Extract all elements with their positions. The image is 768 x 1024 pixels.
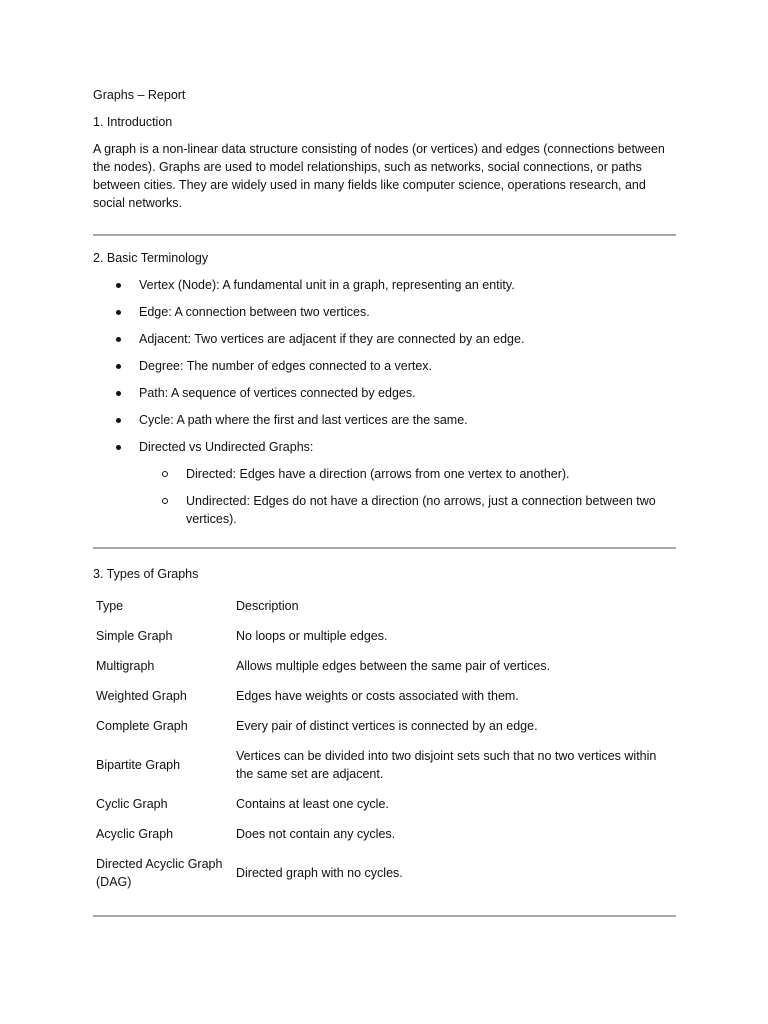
description-cell: No loops or multiple edges. bbox=[236, 629, 388, 643]
list-item: Cycle: A path where the first and last vertices are the same. bbox=[93, 411, 676, 429]
type-cell: Cyclic Graph bbox=[96, 797, 168, 811]
table-header-row bbox=[93, 591, 676, 621]
table-row bbox=[93, 819, 676, 849]
type-cell: Weighted Graph bbox=[96, 689, 187, 703]
table-row bbox=[93, 741, 676, 789]
type-cell: Acyclic Graph bbox=[96, 827, 174, 841]
description-cell: Vertices can be divided into two disjoint sets such that no two vertices within the same set are adjacent. bbox=[236, 749, 657, 781]
description-cell: Contains at least one cycle. bbox=[236, 797, 389, 811]
description-cell: Allows multiple edges between the same pair of vertices. bbox=[236, 659, 551, 673]
column-header-type: Type bbox=[96, 599, 124, 613]
column-header-description: Description bbox=[236, 599, 299, 613]
table-row bbox=[93, 711, 676, 741]
description-cell: Edges have weights or costs associated with them. bbox=[236, 689, 519, 703]
intro-paragraph: A graph is a non-linear data structure consisting of nodes (or vertices) and edges (connections between the nodes). Graphs are used to model relationships, such as networks, social connections, or paths between cities. They are widely used in many fields like computer science, operations research, and social networks. bbox=[93, 142, 665, 210]
sublist-item: Directed: Edges have a direction (arrows from one vertex to another). bbox=[139, 465, 676, 483]
type-cell: Directed Acyclic Graph (DAG) bbox=[96, 857, 223, 889]
table-row bbox=[93, 789, 676, 819]
type-cell: Complete Graph bbox=[96, 719, 188, 733]
table-row bbox=[93, 681, 676, 711]
list-item-label: Directed vs Undirected Graphs: bbox=[139, 440, 314, 454]
type-cell: Multigraph bbox=[96, 659, 155, 673]
intro-heading: 1. Introduction bbox=[93, 115, 173, 129]
list-item: Degree: The number of edges connected to a vertex. bbox=[93, 357, 676, 375]
list-item: Adjacent: Two vertices are adjacent if they are connected by an edge. bbox=[93, 330, 676, 348]
types-heading: 3. Types of Graphs bbox=[93, 567, 199, 581]
list-item: Path: A sequence of vertices connected by edges. bbox=[93, 384, 676, 402]
type-cell: Simple Graph bbox=[96, 629, 173, 643]
table-row bbox=[93, 849, 676, 897]
list-item: Vertex (Node): A fundamental unit in a graph, representing an entity. bbox=[93, 276, 676, 294]
terminology-heading: 2. Basic Terminology bbox=[93, 251, 209, 265]
type-cell: Bipartite Graph bbox=[96, 758, 181, 772]
table-row bbox=[93, 621, 676, 651]
graph-direction-sublist bbox=[139, 465, 676, 528]
document-body bbox=[93, 86, 676, 917]
list-item-directed-vs-undirected bbox=[93, 438, 676, 528]
section-divider bbox=[93, 234, 676, 236]
graph-types-table bbox=[93, 591, 676, 897]
sublist-item: Undirected: Edges do not have a direction (no arrows, just a connection between two vertices). bbox=[139, 492, 676, 528]
table-row bbox=[93, 651, 676, 681]
document-title: Graphs – Report bbox=[93, 88, 186, 102]
description-cell: Every pair of distinct vertices is connected by an edge. bbox=[236, 719, 538, 733]
terminology-section bbox=[93, 249, 676, 528]
types-section bbox=[93, 565, 676, 897]
description-cell: Does not contain any cycles. bbox=[236, 827, 396, 841]
terminology-list bbox=[93, 276, 676, 528]
description-cell: Directed graph with no cycles. bbox=[236, 866, 403, 880]
section-divider bbox=[93, 915, 676, 917]
list-item: Edge: A connection between two vertices. bbox=[93, 303, 676, 321]
section-divider bbox=[93, 547, 676, 549]
